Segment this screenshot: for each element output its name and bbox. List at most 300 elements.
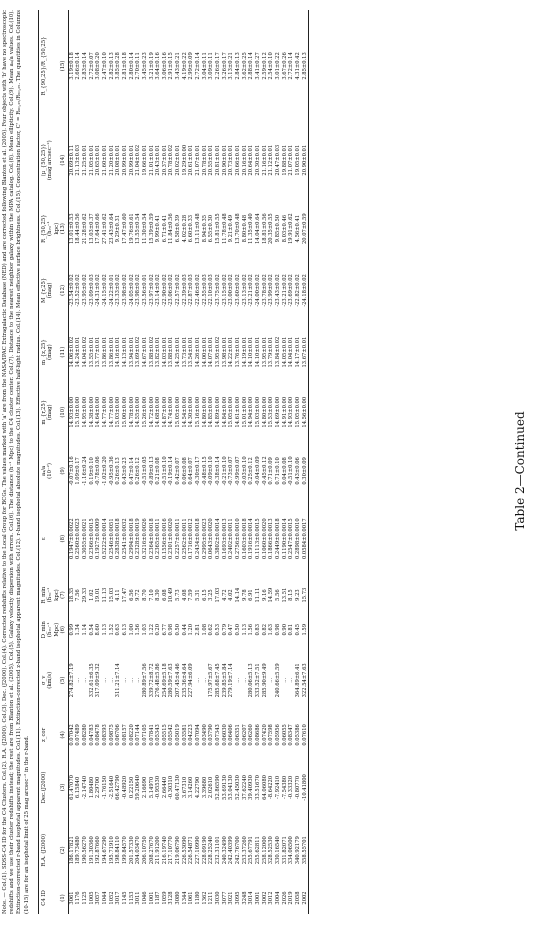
table-cell: 1344 [181, 891, 188, 905]
table-cell: 3.64±0.16 [155, 52, 162, 80]
header-cell: m_{z,25} [39, 322, 48, 382]
table-cell: 15.73 [302, 578, 309, 612]
table-cell: 1.08 [201, 623, 208, 636]
table-cell: 3061 [68, 891, 75, 905]
table-cell: 13.55±0.54 [135, 213, 142, 245]
table-cell: 0.0584±0.0017 [302, 500, 309, 578]
table-cell: 0.26±0.12 [135, 457, 142, 485]
table-cell: -0.19±0.14 [168, 456, 175, 486]
table-cell: 20.90±0.01 [221, 144, 228, 176]
table-cell: 19.01 [95, 587, 102, 603]
table-cell: 3017 [115, 891, 122, 905]
table-cell: 17.64±0.66 [95, 213, 102, 245]
table-cell: 274.82±7.19 [68, 663, 75, 698]
table-cell: -23.56±0.01 [141, 274, 148, 307]
table-cell: 358.55701 [302, 818, 309, 882]
table-cell: 9.21±0.49 [228, 214, 235, 243]
table-cell: 21.20±0.01 [108, 144, 115, 176]
table-cell: 0.07420 [261, 724, 268, 746]
table-cell: 18.44±0.56 [75, 213, 82, 245]
header-cell: R_{50,25} [39, 199, 48, 259]
table-cell: 4.11 [115, 589, 122, 601]
table-cell: 18.35 [68, 587, 75, 603]
table-cell: 52.45030 [235, 775, 242, 800]
table-cell: 0.82 [261, 623, 268, 636]
header-cell: σ_v [39, 647, 48, 713]
table-cell: 2.59±0.12 [261, 52, 268, 80]
table-cell: -7.92410 [274, 775, 281, 800]
table-cell: 14.93±0.00 [288, 396, 295, 428]
table-cell: 14.10±0.01 [255, 336, 261, 368]
table-cell: 15.39±0.59 [148, 213, 155, 245]
table-cell: 0.47±0.14 [128, 457, 135, 485]
table-cell: 0.06260 [248, 724, 255, 746]
table-cell: 21.07±0.01 [195, 144, 202, 176]
table-cell: 0.05542 [168, 724, 175, 746]
table-cell: 0.2301±0.0020 [168, 518, 175, 560]
table-cell: 217.10770 [168, 836, 175, 865]
table-cell: 0.62 [208, 623, 215, 636]
table-cell: 2.72±0.07 [88, 52, 95, 80]
table-cell: 8.60 [95, 623, 102, 636]
table-row [182, 10, 189, 914]
table-row [222, 10, 229, 914]
table-cell: 20.78±0.01 [201, 144, 208, 176]
table-cell: 0.2756±0.0010 [235, 518, 242, 560]
column-number: (11) [60, 322, 68, 382]
table-cell: 14.38±0.00 [88, 396, 95, 428]
table-cell: 2058 [294, 891, 301, 905]
table-cell: 11.13 [101, 587, 108, 603]
table-cell: 0.2547±0.0015 [288, 518, 295, 560]
table-cell: 4.22790 [195, 776, 202, 799]
table-cell: 3077 [221, 891, 228, 905]
table-cell: 0.2838±0.0018 [115, 518, 122, 560]
table-cell: 8.15 [288, 589, 295, 601]
header-cell: (km/s) [47, 671, 54, 689]
table-cell: 3.09±0.11 [208, 52, 215, 80]
table-cell: 0.79 [221, 623, 228, 636]
table-cell: 2.82±0.13 [108, 52, 115, 80]
table-cell: 14.24±0.01 [75, 336, 82, 368]
table-cell: 191.30360 [88, 836, 95, 865]
table-cell: 330.16540 [274, 836, 281, 865]
table-cell: -23.06±0.02 [168, 274, 175, 307]
table-cell: 21.12±0.01 [268, 144, 275, 176]
table-cell: 13.67±0.01 [302, 322, 309, 382]
table-cell: 0.07042 [68, 724, 75, 746]
table-row [282, 10, 289, 914]
table-cell: 0.07144 [135, 724, 142, 746]
table-cell: 9.29±0.31 [115, 214, 122, 243]
table-cell: 13.88±0.02 [148, 336, 155, 368]
table-row [288, 10, 295, 914]
table-cell: 20.64±0.01 [248, 144, 255, 176]
table-cell: 15.81±0.55 [215, 213, 222, 245]
table-cell: 2.80±0.14 [128, 52, 135, 80]
table-cell: 15.03±0.00 [255, 396, 261, 428]
table-cell: 1.56 [248, 623, 255, 636]
table-cell: 0.1947±0.0022 [68, 518, 75, 560]
column-number: (4) [60, 713, 68, 756]
table-cell: 20.65±0.01 [95, 144, 102, 176]
table-cell: 20.55±0.01 [208, 144, 215, 176]
table-cell: 190.56270 [81, 836, 88, 865]
table-cell: 2.47±0.10 [101, 52, 108, 80]
table-cell: 3057 [95, 891, 102, 905]
header-cell: (h₇₀⁻¹ [47, 622, 54, 638]
table-cell: 0.06030 [221, 724, 228, 746]
table-cell: 0.1556±0.0016 [161, 518, 168, 560]
table-cell: 2002 [302, 882, 309, 914]
table-cell: 226.53090 [181, 836, 188, 865]
table-cell: 0.07610 [302, 713, 309, 756]
table-cell: -0.09±0.10 [208, 456, 215, 486]
table-cell: 13.98±0.01 [221, 336, 228, 368]
table-cell: 0.04±0.08 [281, 457, 288, 485]
table-cell: 254.69±5.18 [161, 663, 168, 698]
table-row [295, 10, 302, 914]
table-row [275, 10, 282, 914]
table-cell: 3.21±0.19 [148, 52, 155, 80]
table-cell: 3.39680 [201, 776, 208, 799]
table-cell: -23.14±0.02 [155, 274, 162, 307]
table-cell: 14.87±0.00 [161, 396, 168, 428]
table-row [129, 10, 136, 914]
table-cell: 219.06790 [175, 836, 182, 865]
table-cell: 15.03±0.00 [115, 396, 122, 428]
table-cell: 20.16±0.01 [241, 144, 248, 176]
table-cell: -22.46±0.02 [195, 274, 202, 307]
table-cell: 3002 [261, 891, 268, 905]
table-cell: -23.78±0.02 [261, 274, 268, 307]
table-cell: 0.06706 [115, 724, 122, 746]
table-cell: 11.11 [255, 587, 261, 603]
table-cell: -23.97±0.02 [148, 274, 155, 307]
header-cell: ⟨μ_{50,25}⟩ [39, 122, 48, 199]
table-cell: 1.56 [135, 623, 142, 636]
table-cell: 186.17821 [68, 836, 75, 865]
table-cell: 6.13 [121, 623, 128, 636]
table-row [109, 10, 116, 914]
table-cell: 0.1866±0.0013 [268, 518, 275, 560]
table-cell: -0.30310 [168, 775, 175, 800]
table-cell: 242.76700 [235, 836, 242, 865]
table-cell: 13.82±0.01 [155, 336, 162, 368]
table-cell: 6.71±0.41 [161, 214, 168, 243]
table-cell: 255.62811 [255, 836, 261, 865]
table-cell: 239.85±5.84 [221, 663, 228, 698]
table-cell: 20.99±0.01 [121, 144, 128, 176]
table-cell: 17.03 [215, 587, 222, 603]
header-cell: a₄/a [39, 442, 48, 499]
table-row [89, 10, 96, 914]
column-number: (8) [60, 500, 68, 578]
table-row [262, 10, 269, 914]
table-cell: 2.16690 [141, 776, 148, 799]
table-cell: 14.05±0.01 [281, 336, 288, 368]
table-cell: 8.80±0.48 [241, 214, 248, 243]
table-cell: 0.3216±0.0026 [141, 518, 148, 560]
table-cell: 18.81±0.56 [261, 213, 268, 245]
table-cell: 6.58±0.39 [175, 214, 182, 243]
table-cell: 17.47±0.60 [121, 213, 128, 245]
table-cell: 3004 [274, 891, 281, 905]
table-cell: 1.14 [81, 623, 88, 636]
table-cell: -0.51±0.10 [288, 456, 295, 486]
table-cell: 1153 [128, 891, 135, 905]
table-row [302, 10, 309, 914]
table-cell: 6.55±0.30 [208, 214, 215, 243]
table-cell: 1052 [108, 891, 115, 905]
table-cell: 2.81 [195, 623, 202, 636]
table-cell: 0.30±0.09 [302, 442, 309, 499]
table-cell: 1.00 [128, 623, 135, 636]
table-cell: 206.10750 [141, 836, 148, 865]
table-cell: -0.38±0.14 [215, 456, 222, 486]
table-cell: -23.99±0.02 [268, 274, 275, 307]
table-cell: -23.95±0.02 [81, 274, 88, 307]
table-cell: 21.13±0.03 [75, 144, 82, 176]
header-cell: Dec.(J2000) [39, 756, 48, 818]
table-cell: 4.31±0.42 [294, 52, 301, 80]
table-cell: 13.77±0.01 [95, 336, 102, 368]
table-cell: 4.08 [181, 589, 188, 601]
table-cell: 8.30 [155, 589, 162, 601]
table-cell: 0.05019 [175, 724, 182, 746]
table-cell: 0.1190±0.0014 [281, 518, 288, 560]
table-cell: 20.30±0.01 [255, 144, 261, 176]
table-cell: -22.87±0.03 [188, 274, 195, 307]
table-cell: 2.72±0.14 [195, 52, 202, 80]
table-cell: 20.99±0.01 [128, 144, 135, 176]
table-cell: 0.98 [274, 623, 281, 636]
table-cell: -23.09±0.03 [88, 274, 95, 307]
table-cell: 1046 [141, 891, 148, 905]
table-cell: 21.60±0.01 [101, 144, 108, 176]
column-number: (2) [60, 818, 68, 882]
table-cell: 2.81±0.18 [121, 52, 128, 80]
table-cell: 19.91±0.62 [288, 213, 295, 245]
table-cell: 280.06±5.13 [248, 663, 255, 698]
table-cell: 1.02 [88, 589, 95, 601]
table-cell: 14.80±0.00 [201, 396, 208, 428]
table-cell: 10.49 [168, 587, 175, 603]
table-cell: 20.47±0.03 [274, 144, 281, 176]
table-cell: 14.61±0.00 [235, 396, 242, 428]
table-cell: 21.28±0.62 [81, 213, 88, 245]
table-cell: 0.07343 [215, 724, 222, 746]
table-cell: ... [101, 677, 108, 683]
table-cell: 3.67310 [181, 776, 188, 799]
table-cell: 2.02610 [208, 776, 215, 799]
table-cell: 37.62240 [241, 775, 248, 800]
table-cell: 0.2366±0.0015 [88, 518, 95, 560]
table-cell: 0.2546±0.0051 [108, 518, 115, 560]
table-cell: 0.43±0.23 [121, 457, 128, 485]
table-cell: 0.64±0.07 [188, 457, 195, 485]
table-cell: 0.05386 [294, 724, 301, 746]
table-cell: 0.2560±0.0023 [75, 518, 82, 560]
table-cell: 14.80±0.00 [261, 396, 268, 428]
header-cell: kpc) [53, 589, 60, 601]
table-cell: 6.15840 [75, 776, 82, 799]
table-cell: 0.03581 [181, 724, 188, 746]
table-row [242, 10, 249, 914]
table-cell: -23.00±0.02 [228, 274, 235, 307]
table-cell: 2026 [281, 891, 288, 905]
table-cell: 6.56 [128, 589, 135, 601]
table-cell: 3.45±0.23 [141, 52, 148, 80]
table-cell: 14.13±0.01 [121, 336, 128, 368]
table-cell: ... [121, 677, 128, 683]
table-cell: 14.91±0.00 [281, 396, 288, 428]
table-cell: 14.19±0.01 [241, 336, 248, 368]
table-cell: 21.01±0.01 [148, 144, 155, 176]
table-cell: 0.0643±0.0020 [208, 518, 215, 560]
table-cell: 207.45±4.46 [175, 663, 182, 698]
table-cell: -0.45±0.12 [261, 456, 268, 486]
table-cell: 8.03±0.46 [281, 214, 288, 243]
table-cell: 14.67±0.01 [141, 336, 148, 368]
table-cell: 14.26±0.01 [195, 336, 202, 368]
table-cell: 5.31 [195, 589, 202, 601]
table-cell: 258.12000 [261, 836, 268, 865]
table-cell: 198.84110 [115, 836, 122, 865]
table-cell: 23.43±0.64 [108, 213, 115, 245]
table-row [135, 10, 142, 914]
table-cell: 11.84±0.56 [168, 213, 175, 245]
column-number: (6) [60, 612, 68, 647]
table-cell: 14.68±0.00 [155, 396, 162, 428]
table-cell: 13.86±0.01 [108, 336, 115, 368]
table-row [68, 10, 75, 914]
table-note: Note. — Col.(1). SDSS-C4 ID for the C4 Clusters. Col.(2). R.A. (J2000). Col.(3). Dec. (J2000). Col.(4). Corrected redshifts relative to the Local Group for BCGs. The values marked with 'a' are from the NASA/IPAC Extragalactic Database (NED) and are corrected following Blanton et al. (2005). Four objects with 'b' have no spectroscopic redshifts and we use their cluster redshifts instead; the rest are from Blanton et al. (2005). Col.(5). Galaxy velocity dispersion with errors. Col.(6). The distance (h⁻¹ Mpc) to the C4 cluster center. Col.(7). Distance to the nearest neighbor galaxy within the MPA catalog. Col.(8). Mean ellipticity. Col.(9). Mean a₄/a values. Col.(10). Extinction-corrected r-band isophotal apparent magnitudes. Col.(11). Extinction-corrected z-band isophotal apparent magnitudes. Col.(12). r-band isophotal absolute magnitudes. Col.(13). Effective half-light radius. Col.(14). Mean effective surface brightness. Col.(15). Concentration factor, C' = R₉₀,₂₅/R₅₀,₂₅. The quantities in Columns (10-15) are for an isophotal limit of 25 mag arcsec⁻² in the r-band. [2, 10, 30, 914]
table-cell: -2.14740 [81, 775, 88, 800]
table-cell: 1.13 [101, 623, 108, 636]
table-cell: -8.64220 [268, 775, 275, 800]
table-cell: 333.52±7.51 [255, 663, 261, 698]
table-cell: 1001 [148, 891, 155, 905]
table-cell: ... [128, 677, 135, 683]
table-cell: 1362 [201, 891, 208, 905]
table-cell: -7.54380 [281, 775, 288, 800]
table-cell: 11.35±0.40 [248, 213, 255, 245]
table-cell: 1180 [195, 891, 202, 905]
header-cell: (mag) [47, 404, 54, 421]
table-cell: 0.99 [68, 623, 75, 636]
table-cell: -24.00±0.02 [255, 274, 261, 307]
table-cell: 1.13 [241, 623, 248, 636]
table-cell: 0.2562±0.0011 [181, 518, 188, 560]
table-row [195, 10, 202, 914]
table-cell: 0.07598 [268, 724, 275, 746]
table-cell: 19.76±0.61 [128, 213, 135, 245]
table-cell: 15.05±0.00 [175, 396, 182, 428]
table-cell: -24.18±0.02 [302, 259, 309, 322]
table-row [162, 10, 169, 914]
table-cell: -23.33±0.02 [115, 274, 122, 307]
table-cell: 175.97±5.67 [208, 663, 215, 698]
table-cell: -0.95530 [155, 775, 162, 800]
table-cell: 53.04130 [228, 775, 235, 800]
table-cell: 21.05±0.01 [88, 144, 95, 176]
table-cell: 322.54±7.63 [302, 647, 309, 713]
table-cell: 331.82071 [281, 836, 288, 865]
table-cell: 211.91200 [155, 836, 162, 865]
table-cell: 0.05515 [161, 724, 168, 746]
table-cell: 339.72±8.72 [148, 663, 155, 698]
table-cell: 194.67290 [101, 836, 108, 865]
table-cell: 253.37260 [241, 836, 248, 865]
column-number: (5) [60, 647, 68, 713]
table-cell: 1.52 [108, 623, 115, 636]
table-cell: -0.99±0.07 [235, 456, 242, 486]
table-cell: 192.87660 [95, 836, 102, 865]
table-cell: -0.95±0.36 [108, 456, 115, 486]
table-cell: 14.17±0.01 [294, 336, 301, 368]
table-row [235, 10, 242, 914]
table-cell: 0.83 [255, 623, 261, 636]
table-cell: 13.11±0.48 [195, 213, 202, 245]
table-cell: 19.66±0.01 [141, 144, 148, 176]
table-cell: 0.2257±0.0011 [175, 518, 182, 560]
table-cell: 0.44 [181, 623, 188, 636]
table-cell: 340.92179 [294, 836, 301, 865]
table-cell: 227.10990 [195, 836, 202, 865]
header-cell: (h₇₀⁻¹ [47, 587, 54, 603]
table-cell: 0.2365±0.0011 [155, 518, 162, 560]
table-row [142, 10, 149, 914]
header-cell: ε [39, 500, 48, 578]
table-cell: 3.67±0.26 [281, 52, 288, 80]
table-cell: 3.85±0.28 [115, 52, 122, 80]
table-cell: 332.61±6.35 [88, 663, 95, 698]
table-cell: 13.03±0.37 [88, 213, 95, 245]
table-cell: 0.08478 [95, 724, 102, 746]
table-cell: -23.13±0.02 [241, 274, 248, 307]
table-cell: 13.73±0.01 [181, 336, 188, 368]
table-row [122, 10, 129, 914]
table-cell: 1.20 [188, 623, 195, 636]
table-cell: -1.16±0.24 [81, 456, 88, 486]
table-cell: 0.07094 [195, 724, 202, 746]
table-cell: 14.78±0.00 [128, 396, 135, 428]
table-cell: 1.09±0.17 [75, 457, 82, 485]
table-cell: 1187 [155, 891, 162, 905]
table-cell: 0.2402±0.0011 [228, 518, 235, 560]
table-cell: 7.56 [75, 589, 82, 601]
table-cell: -2.51640 [108, 775, 115, 800]
table-cell: 14.10±0.01 [248, 336, 255, 368]
table-cell: 14.74±0.00 [168, 396, 175, 428]
column-number: (13) [60, 199, 68, 259]
table-cell: 1125 [81, 891, 88, 905]
column-number: (1) [60, 882, 68, 914]
table-cell: -0.33320 [288, 775, 295, 800]
column-number: (9) [60, 442, 68, 499]
table-cell: 0.71±0.09 [268, 457, 275, 485]
table-title: Table 2—Continued [513, 411, 527, 531]
table-cell: 39.40930 [248, 775, 255, 800]
table-cell: 1.22 [148, 623, 155, 636]
table-cell: 21.07±0.01 [288, 144, 295, 176]
table-cell: 228.09190 [201, 836, 208, 865]
table-row [255, 10, 262, 914]
table-cell: 0.1927±0.0009 [95, 518, 102, 560]
table-cell: 20.81±0.01 [215, 144, 222, 176]
table-cell: 0.3055±0.0021 [81, 518, 88, 560]
